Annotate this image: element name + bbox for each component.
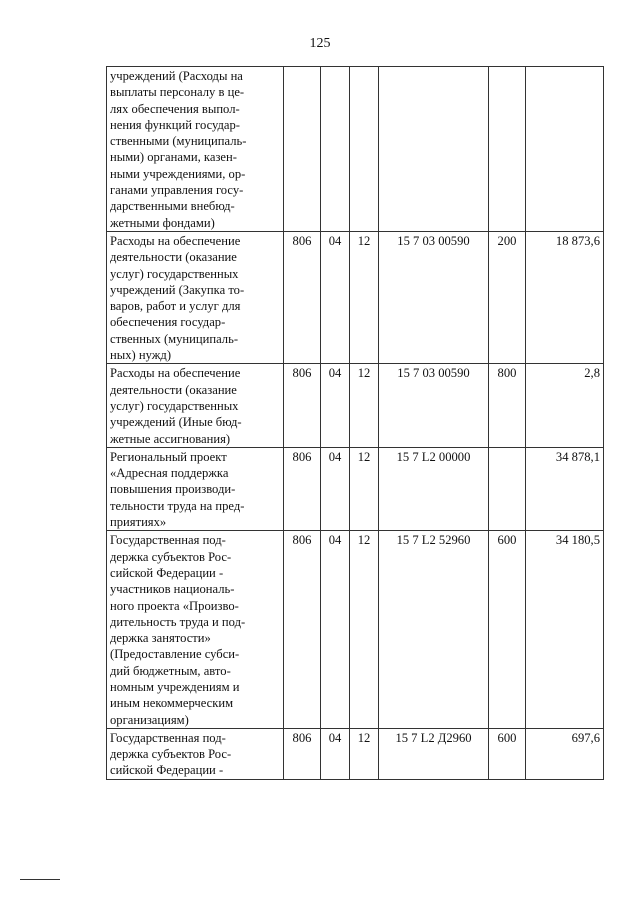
table-row [107,231,604,363]
row-razdel: 04 [321,364,350,447]
row-razdel: 04 [321,447,350,530]
table-row [107,447,604,530]
row-expense-type [489,67,526,232]
row-expense-type: 600 [489,728,526,779]
row-amount: 2,8 [526,364,604,447]
row-expense-type: 200 [489,231,526,363]
row-razdel: 04 [321,728,350,779]
row-name: Расходы на обеспечение деятельности (оказание услуг) государственных учреждений (Закупка то- варов, работ и услуг для обеспечения государ- ственных (муниципаль- ных) нужд) [107,231,284,363]
row-name: Государственная под- держка субъектов Рос- сийской Федерации - участников националь- ного проекта «Произво- дительность труда и под- держка занятости» (Предоставление субси- дий бюджетным, авто- номным учреждениям и иным некоммерческим организациям) [107,531,284,729]
table-row [107,364,604,447]
row-podrazdel [350,67,379,232]
row-ved [284,67,321,232]
row-amount: 697,6 [526,728,604,779]
table-row [107,728,604,779]
row-expense-type: 800 [489,364,526,447]
row-target-article: 15 7 03 00590 [379,231,489,363]
row-name: Расходы на обеспечение деятельности (оказание услуг) государственных учреждений (Иные бюд- жетные ассигнования) [107,364,284,447]
budget-table [106,66,604,780]
row-expense-type: 600 [489,531,526,729]
row-ved: 806 [284,531,321,729]
row-amount: 34 180,5 [526,531,604,729]
row-ved: 806 [284,728,321,779]
row-ved: 806 [284,447,321,530]
row-amount: 18 873,6 [526,231,604,363]
row-podrazdel: 12 [350,231,379,363]
row-podrazdel: 12 [350,728,379,779]
row-name: Региональный проект «Адресная поддержка повышения производи- тельности труда на пред- приятиях» [107,447,284,530]
row-expense-type [489,447,526,530]
table-row [107,67,604,232]
row-target-article [379,67,489,232]
row-ved: 806 [284,231,321,363]
row-name: Государственная под- держка субъектов Рос- сийской Федерации - [107,728,284,779]
row-podrazdel: 12 [350,531,379,729]
row-target-article: 15 7 03 00590 [379,364,489,447]
page-number: 125 [309,36,331,51]
row-name: учреждений (Расходы на выплаты персоналу в це- лях обеспечения выпол- нения функций государ- ственными (муниципаль- ными) органами, казен- ными учреждениями, ор- ганами управления госу- дарственными внебюд- жетными фондами) [107,67,284,232]
row-amount: 34 878,1 [526,447,604,530]
footer-divider [20,879,60,880]
row-razdel: 04 [321,231,350,363]
table-row [107,531,604,729]
row-target-article: 15 7 L2 52960 [379,531,489,729]
row-target-article: 15 7 L2 00000 [379,447,489,530]
row-razdel: 04 [321,531,350,729]
row-razdel [321,67,350,232]
row-podrazdel: 12 [350,447,379,530]
row-podrazdel: 12 [350,364,379,447]
row-amount [526,67,604,232]
row-ved: 806 [284,364,321,447]
row-target-article: 15 7 L2 Д2960 [379,728,489,779]
